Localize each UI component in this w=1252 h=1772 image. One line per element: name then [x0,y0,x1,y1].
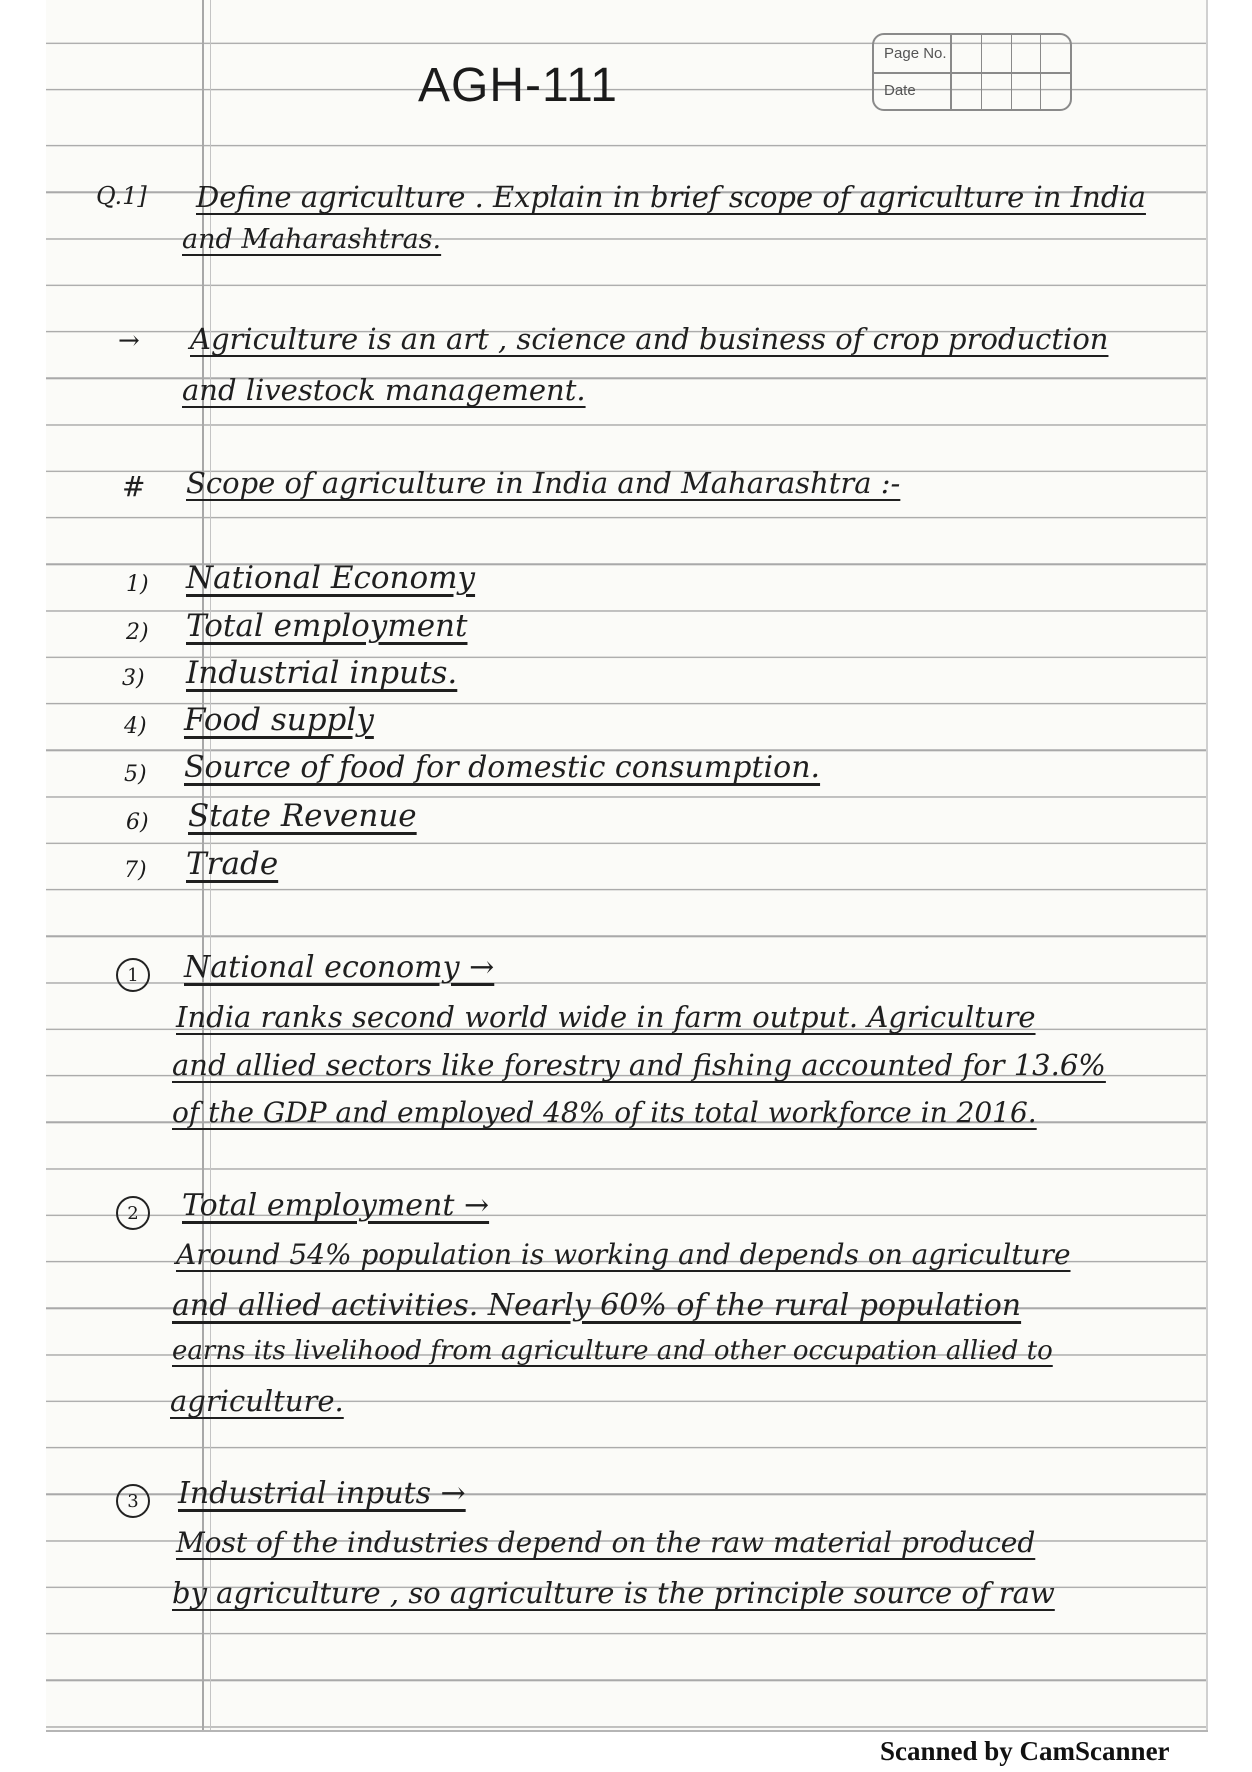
section-number-circle: 3 [116,1484,150,1518]
scope-marker: # [122,470,146,503]
section-line: India ranks second world wide in farm output. Agriculture [176,1000,1036,1034]
section-number-circle: 1 [116,958,150,992]
page-no-row [874,35,1070,74]
scope-item-label: National Economy [186,560,476,596]
scope-item-label: Source of food for domestic consumption. [184,750,821,785]
scope-item-number: 3) [122,666,145,691]
date-label: Date [874,72,952,109]
section-line: earns its livelihood from agriculture and other occupation allied to [172,1336,1053,1366]
section-heading: Total employment → [182,1188,490,1223]
scope-item-number: 6) [126,810,149,835]
section-line: by agriculture , so agriculture is the principle source of raw [172,1576,1055,1610]
section-number-circle: 2 [116,1196,150,1230]
question-line-1: Define agriculture . Explain in brief scope of agriculture in India [196,180,1146,214]
scope-heading: Scope of agriculture in India and Maharashtra :- [186,466,901,500]
scope-item-label: State Revenue [188,798,417,834]
section-heading: Industrial inputs → [178,1476,466,1511]
page-number-date-box [872,33,1072,111]
section-heading: National economy → [184,950,495,985]
scope-item-label: Industrial inputs. [186,655,458,691]
scanner-watermark: Scanned by CamScanner [880,1736,1170,1766]
scope-item-number: 4) [124,714,147,739]
scope-item-number: 5) [124,762,147,787]
scope-item-label: Food supply [184,702,374,738]
section-line: Around 54% population is working and depends on agriculture [176,1238,1071,1271]
scope-item-number: 1) [126,572,149,597]
section-line: and allied sectors like forestry and fishing accounted for 13.6% [172,1048,1106,1082]
date-row [874,72,1070,109]
scope-item-number: 7) [124,858,147,883]
section-line: agriculture. [170,1384,344,1418]
course-code-title: AGH-111 [418,59,618,112]
answer-line-1: Agriculture is an art , science and business of crop production [190,322,1109,356]
answer-line-2: and livestock management. [182,373,586,407]
section-line: and allied activities. Nearly 60% of the rural population [172,1288,1022,1323]
scope-item-label: Trade [186,846,279,882]
question-line-2: and Maharashtras. [182,224,442,255]
section-line: of the GDP and employed 48% of its total workforce in 2016. [172,1096,1037,1129]
question-number: Q.1] [96,182,147,210]
answer-arrow: → [118,326,140,356]
scope-item-number: 2) [126,620,149,645]
page-no-label: Page No. [874,35,952,72]
section-line: Most of the industries depend on the raw material produced [176,1526,1036,1559]
scope-item-label: Total employment [186,608,468,644]
page-bottom-edge [46,1730,1208,1732]
